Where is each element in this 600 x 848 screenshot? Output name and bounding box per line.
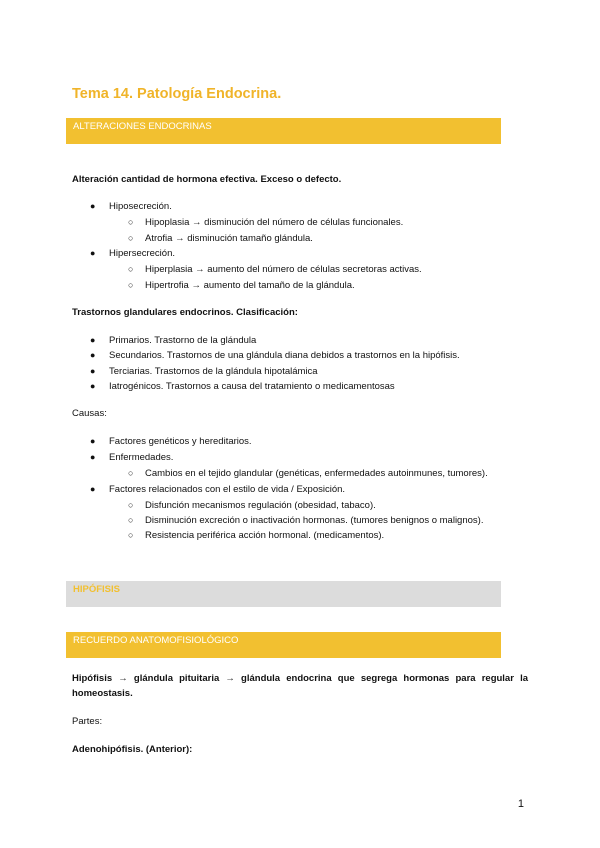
circle-bullet-icon: ○ [128,515,134,525]
circle-bullet-icon: ○ [128,468,134,478]
bullet-icon: ● [90,436,96,446]
bullet-icon: ● [90,350,96,360]
hiposecrecion-item: Hiposecreción. [109,201,172,212]
document-title: Tema 14. Patología Endocrina. [72,86,282,102]
trastorno-item: Secundarios. Trastornos de una glándula diana debidos a trastornos en la hipófisis. [109,350,460,361]
section-header-label: HIPÓFISIS [73,584,120,595]
section-header-hipofisis [66,581,501,607]
circle-bullet-icon: ○ [128,264,134,274]
hipertrofia-item: Hipertrofia → aumento del tamaño de la glándula. [145,280,355,291]
bullet-icon: ● [90,335,96,345]
trastorno-item: Primarios. Trastorno de la glándula [109,335,257,346]
section-header-alteraciones [66,118,501,144]
causa-item: Enfermedades. [109,452,174,463]
section-header-label: ALTERACIONES ENDOCRINAS [73,121,212,132]
trastorno-item: Iatrogénicos. Trastornos a causa del tratamiento o medicamentosas [109,381,395,392]
trastornos-heading: Trastornos glandulares endocrinos. Clasificación: [72,307,298,318]
partes-label: Partes: [72,716,103,727]
bullet-icon: ● [90,484,96,494]
causa-subitem: Disfunción mecanismos regulación (obesidad, tabaco). [145,500,376,511]
bullet-icon: ● [90,248,96,258]
page-number: 1 [517,798,524,810]
causa-subitem: Disminución excreción o inactivación hormonas. (tumores benignos o malignos). [145,515,484,526]
circle-bullet-icon: ○ [128,217,134,227]
causa-subitem: Cambios en el tejido glandular (genéticas, enfermedades autoinmunes, tumores). [145,468,488,479]
hiperplasia-item: Hiperplasia → aumento del número de células secretoras activas. [145,264,422,275]
circle-bullet-icon: ○ [128,233,134,243]
causa-item: Factores genéticos y hereditarios. [109,436,252,447]
atrofia-item: Atrofia → disminución tamaño glándula. [145,233,313,244]
section-header-recuerdo [66,632,501,658]
adenohipofisis-heading: Adenohipófisis. (Anterior): [72,744,193,755]
hipofisis-definition: Hipófisis → glándula pituitaria → glándula endocrina que segrega hormonas para regular la homeostasis. [72,673,528,699]
causa-item: Factores relacionados con el estilo de vida / Exposición. [109,484,346,495]
bullet-icon: ● [90,381,96,391]
bullet-icon: ● [90,366,96,376]
alteracion-heading: Alteración cantidad de hormona efectiva. Exceso o defecto. [72,174,342,185]
circle-bullet-icon: ○ [128,530,134,540]
causa-subitem: Resistencia periférica acción hormonal. (medicamentos). [145,530,385,541]
causas-heading: Causas: [72,408,107,419]
circle-bullet-icon: ○ [128,280,134,290]
hipoplasia-item: Hipoplasia → disminución del número de células funcionales. [145,217,404,228]
section-header-label: RECUERDO ANATOMOFISIOLÓGICO [73,635,239,646]
circle-bullet-icon: ○ [128,500,134,510]
trastorno-item: Terciarias. Trastornos de la glándula hipotalámica [109,366,318,377]
hipersecrecion-item: Hipersecreción. [109,248,175,259]
bullet-icon: ● [90,201,96,211]
bullet-icon: ● [90,452,96,462]
